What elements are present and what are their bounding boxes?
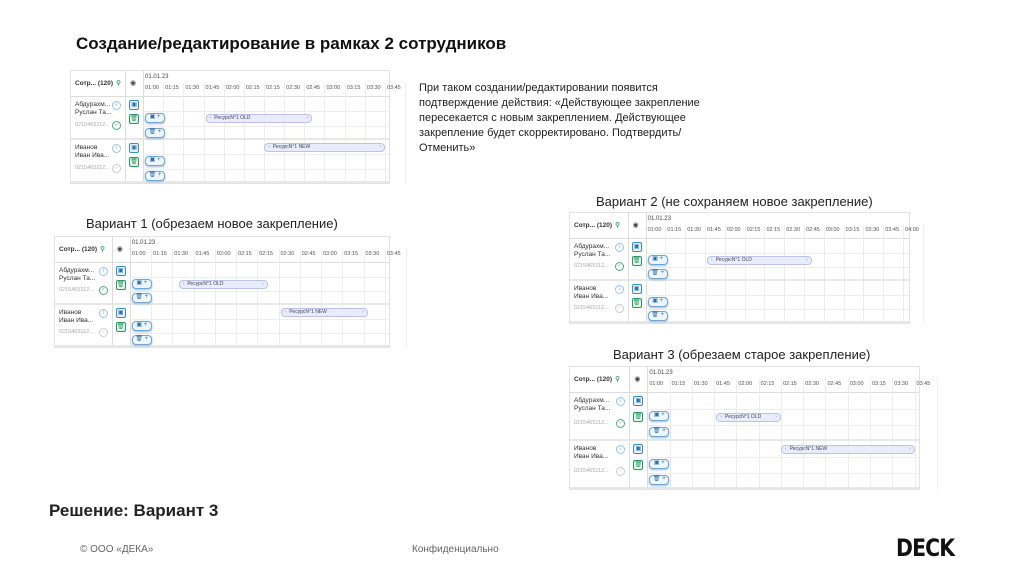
- add-resource-button[interactable]: ▣ +: [132, 321, 152, 331]
- time-label: 03:00: [323, 251, 337, 257]
- add-inventory-button[interactable]: 🗑 +: [648, 311, 668, 321]
- search-icon[interactable]: ⚲: [615, 222, 620, 229]
- resource-icon[interactable]: ▣: [116, 266, 126, 276]
- schedule-variant-2: [569, 212, 919, 324]
- chevron-left-icon[interactable]: ‹: [720, 413, 723, 420]
- grid-line: [923, 225, 924, 323]
- employee-column-header[interactable]: [574, 221, 620, 229]
- check-circle-icon[interactable]: ✓: [615, 262, 624, 271]
- resource-icon[interactable]: ▣: [633, 396, 643, 406]
- time-label: 03:15: [845, 227, 860, 233]
- employee-phone: 0215465112...: [75, 164, 110, 171]
- info-icon[interactable]: i: [616, 445, 625, 454]
- trash-icon[interactable]: 🗑: [634, 462, 643, 468]
- trash-icon[interactable]: 🗑: [130, 116, 138, 123]
- row-line: [143, 126, 389, 127]
- time-label: 02:45: [806, 227, 820, 233]
- time-label: 02:00: [738, 381, 753, 387]
- add-resource-button[interactable]: ▣ +: [145, 156, 165, 166]
- add-inventory-button[interactable]: 🗑 +: [649, 427, 669, 437]
- time-label: 01:45: [716, 381, 730, 387]
- footer-company-text: ООО «ДЕКА»: [90, 544, 154, 555]
- footer-confidential: Конфиденциально: [412, 544, 499, 555]
- time-label: 03:30: [865, 227, 880, 233]
- employee-name-line1: Иванов: [574, 285, 597, 292]
- chevron-right-icon[interactable]: ›: [379, 143, 381, 150]
- time-label: 02:00: [726, 227, 741, 233]
- employee-name-line2: Иван Ива...: [75, 152, 110, 159]
- employee-name[interactable]: [59, 309, 93, 325]
- chevron-left-icon[interactable]: ‹: [268, 143, 270, 150]
- footer-company: © ООО «ДЕКА»: [80, 544, 154, 555]
- date-label: 01.01.23: [649, 370, 673, 376]
- info-icon[interactable]: i: [112, 101, 121, 110]
- info-icon[interactable]: i: [112, 144, 121, 153]
- time-label: 01:15: [165, 85, 179, 91]
- time-label: 03:45: [386, 85, 401, 91]
- row-line: [130, 277, 389, 278]
- assignment-bar[interactable]: [707, 256, 812, 265]
- add-inventory-button[interactable]: 🗑 +: [132, 335, 152, 345]
- grid-line: [937, 379, 938, 489]
- employee-name[interactable]: [59, 267, 95, 283]
- time-label: 01:30: [687, 227, 701, 233]
- assignment-bar[interactable]: [716, 413, 781, 422]
- time-label: 01:30: [693, 381, 708, 387]
- chevron-left-icon[interactable]: ‹: [182, 280, 185, 287]
- trash-icon[interactable]: 🗑: [632, 300, 641, 306]
- time-label: 02:30: [786, 227, 800, 233]
- row-line: [130, 291, 389, 292]
- row-line: [646, 295, 909, 296]
- check-circle-icon[interactable]: ✓: [99, 328, 108, 337]
- date-label: 01.01.23: [131, 240, 156, 246]
- assignment-label: РесурсN°1 NEW: [272, 143, 311, 150]
- search-icon[interactable]: ⚲: [100, 246, 105, 253]
- schedule-variant-3: [569, 366, 931, 490]
- add-resource-button[interactable]: ▣ +: [648, 255, 668, 265]
- chevron-right-icon[interactable]: ›: [306, 115, 309, 121]
- trash-icon[interactable]: 🗑: [116, 282, 125, 288]
- employee-name-line2: Руслан Та...: [75, 109, 112, 116]
- time-label: 02:45: [301, 251, 316, 257]
- time-label: 01:00: [131, 251, 146, 257]
- time-label: 03:45: [885, 227, 900, 233]
- grid-header: [55, 237, 389, 263]
- employee-count: Сотр... (120): [59, 246, 98, 253]
- time-label: 03:00: [326, 85, 341, 91]
- time-label: 03:00: [825, 227, 840, 233]
- assignment-label: РесурсN°1 NEW: [789, 445, 828, 452]
- info-icon[interactable]: i: [615, 285, 624, 294]
- grid-line: [405, 83, 406, 183]
- employee-column-header[interactable]: [574, 375, 620, 383]
- caption-variant-1: Вариант 1 (обрезаем новое закрепление): [86, 216, 338, 231]
- time-label: 01:00: [647, 227, 662, 233]
- schedule-variant-1: [54, 236, 401, 348]
- resource-icon[interactable]: ▣: [116, 308, 126, 318]
- check-circle-icon[interactable]: ✓: [99, 286, 108, 295]
- search-icon[interactable]: ⚲: [615, 376, 620, 383]
- assignment-label: РесурсN°1 NEW: [289, 308, 327, 315]
- employee-phone: 0215465112...: [59, 329, 94, 335]
- time-label: 02:45: [306, 85, 321, 91]
- time-label: 03:30: [365, 251, 380, 257]
- time-label: 01:45: [205, 85, 220, 91]
- time-label: 03:00: [849, 381, 864, 387]
- employee-count: Сотр... (120): [75, 80, 114, 87]
- assignment-label: РесурсN°1 OLD: [214, 115, 251, 121]
- assignment-bar[interactable]: [179, 280, 268, 289]
- employee-name-line1: Абдурахм...: [574, 243, 610, 250]
- eye-icon[interactable]: ◉: [634, 376, 641, 383]
- add-inventory-button[interactable]: 🗑 +: [132, 293, 152, 303]
- employee-name-line2: Иван Ива...: [574, 453, 609, 460]
- grid-header: [570, 367, 919, 393]
- info-icon[interactable]: i: [615, 243, 624, 252]
- time-label: 03:30: [894, 381, 909, 387]
- assignment-bar[interactable]: [206, 114, 313, 123]
- time-label: 03:30: [366, 85, 381, 91]
- row-line: [130, 333, 389, 334]
- employee-phone: 0215465112...: [574, 305, 609, 311]
- check-circle-icon[interactable]: ✓: [112, 164, 121, 173]
- employee-name-line1: Абдурахм...: [59, 267, 95, 274]
- chevron-right-icon[interactable]: ›: [362, 308, 364, 315]
- time-label: 01:30: [185, 85, 200, 91]
- deck-logo: DECK: [896, 534, 955, 562]
- time-label: 01:30: [174, 251, 189, 257]
- time-label: 01:15: [153, 251, 167, 257]
- employee-name-line2: Руслан Та...: [574, 251, 611, 258]
- add-inventory-button[interactable]: 🗑 +: [649, 475, 669, 485]
- chevron-right-icon[interactable]: ›: [775, 413, 777, 420]
- resource-icon[interactable]: ▣: [632, 242, 642, 252]
- caption-variant-3: Вариант 3 (обрезаем старое закрепление): [613, 347, 871, 362]
- employee-name[interactable]: [574, 243, 610, 259]
- time-label: 02:30: [805, 381, 819, 387]
- time-label: 01:45: [707, 227, 721, 233]
- time-label: 01:15: [667, 227, 682, 233]
- add-inventory-button[interactable]: 🗑 +: [145, 171, 165, 181]
- time-label: 02:00: [216, 251, 231, 257]
- time-label: 03:15: [872, 381, 886, 387]
- time-label: 02:15: [782, 381, 797, 387]
- time-label: 02:15: [746, 227, 761, 233]
- check-circle-icon[interactable]: ✓: [616, 419, 625, 428]
- chevron-left-icon[interactable]: ‹: [711, 256, 713, 263]
- employee-column-header[interactable]: [75, 79, 121, 87]
- assignment-label: РесурсN°1 OLD: [715, 256, 752, 263]
- resource-icon[interactable]: ▣: [632, 284, 642, 294]
- resource-icon[interactable]: ▣: [633, 444, 643, 454]
- grid-header: [570, 213, 909, 239]
- row-line: [647, 409, 919, 410]
- time-label: 02:30: [286, 85, 300, 91]
- employee-phone: 0215465112...: [574, 263, 609, 269]
- time-label: 02:45: [827, 381, 842, 387]
- eye-icon[interactable]: ◉: [116, 246, 123, 253]
- employee-name-line1: Иванов: [59, 309, 82, 316]
- chevron-right-icon[interactable]: ›: [262, 280, 264, 287]
- assignment-label: РесурсN°1 OLD: [187, 280, 224, 287]
- trash-icon[interactable]: 🗑: [632, 258, 641, 264]
- row-line: [143, 111, 389, 112]
- eye-icon[interactable]: ◉: [632, 222, 639, 229]
- assignment-label: РесурсN°1 OLD: [725, 413, 762, 420]
- assignment-bar[interactable]: [264, 143, 385, 152]
- row-line: [130, 319, 389, 320]
- employee-name-line1: Абдурахм...: [75, 101, 111, 108]
- employee-name-line2: Иван Ива...: [59, 317, 94, 324]
- add-resource-button[interactable]: ▣ +: [648, 297, 668, 307]
- confirmation-note: При таком создании/редактировании появится подтверждение действия: «Действующее закрепление пересекается с новым закреплением. Действующее закрепление будет скорректировано. Подтвердить/Отменить»: [419, 82, 700, 154]
- employee-name-line1: Абдурахм...: [574, 397, 610, 404]
- trash-icon[interactable]: 🗑: [634, 414, 643, 420]
- info-icon[interactable]: i: [99, 267, 108, 276]
- solution-text: Решение: Вариант 3: [49, 501, 219, 520]
- employee-name[interactable]: [574, 397, 610, 413]
- time-label: 02:15: [266, 85, 280, 91]
- time-label: 02:15: [238, 251, 252, 257]
- info-icon[interactable]: i: [99, 309, 108, 318]
- employee-column-header[interactable]: [59, 245, 105, 253]
- employee-name-line1: Иванов: [574, 445, 597, 452]
- employee-name-line2: Руслан Та...: [574, 405, 611, 412]
- time-label: 01:00: [145, 85, 159, 91]
- add-inventory-button[interactable]: 🗑 +: [648, 269, 668, 279]
- employee-name-line2: Иван Ива...: [574, 293, 609, 300]
- employee-count: Сотр... (120): [574, 376, 613, 383]
- employee-phone: 0215465112...: [75, 121, 110, 128]
- add-resource-button[interactable]: ▣ +: [649, 411, 669, 421]
- employee-name[interactable]: [75, 101, 111, 117]
- time-label: 04:00: [905, 227, 919, 233]
- row-line: [646, 309, 909, 310]
- chevron-left-icon[interactable]: ‹: [784, 445, 787, 452]
- check-circle-icon[interactable]: ✓: [616, 467, 625, 476]
- employee-name[interactable]: [75, 144, 109, 160]
- employee-name[interactable]: [574, 285, 608, 301]
- time-label: 03:45: [386, 251, 401, 257]
- eye-icon[interactable]: ◉: [130, 80, 137, 87]
- time-label: 03:15: [346, 85, 361, 91]
- row-line: [646, 267, 909, 268]
- check-circle-icon[interactable]: ✓: [615, 304, 624, 313]
- time-label: 02:15: [766, 227, 781, 233]
- time-label: 02:15: [245, 85, 260, 91]
- date-label: 01.01.23: [145, 74, 169, 80]
- trash-icon[interactable]: 🗑: [116, 324, 125, 330]
- time-label: 02:15: [259, 251, 274, 257]
- employee-count: Сотр... (120): [574, 222, 613, 229]
- chevron-right-icon[interactable]: ›: [908, 445, 911, 452]
- employee-name-line1: Иванов: [75, 144, 98, 151]
- time-label: 01:15: [671, 381, 686, 387]
- row-line: [647, 457, 919, 458]
- add-resource-button[interactable]: ▣ +: [649, 459, 669, 469]
- check-circle-icon[interactable]: ✓: [112, 121, 121, 130]
- time-label: 02:00: [225, 85, 240, 91]
- time-label: 03:15: [344, 251, 359, 257]
- row-line: [646, 253, 909, 254]
- chevron-right-icon[interactable]: ›: [806, 256, 808, 263]
- chevron-left-icon[interactable]: ‹: [209, 115, 212, 121]
- employee-phone: 0215465112...: [574, 420, 609, 426]
- caption-variant-2: Вариант 2 (не сохраняем новое закрепление): [596, 194, 873, 209]
- employee-phone: 0215465112...: [574, 468, 609, 474]
- slide-title: Создание/редактирование в рамках 2 сотрудников: [76, 34, 507, 53]
- schedule-original: [70, 70, 401, 184]
- time-label: 02:15: [760, 381, 775, 387]
- row-line: [647, 425, 919, 426]
- employee-name[interactable]: [574, 445, 608, 461]
- add-inventory-button[interactable]: 🗑 +: [145, 128, 165, 138]
- time-label: 01:45: [195, 251, 210, 257]
- add-resource-button[interactable]: ▣ +: [145, 113, 165, 123]
- resource-icon[interactable]: ▣: [129, 100, 139, 110]
- row-line: [143, 154, 389, 155]
- search-icon[interactable]: ⚲: [116, 80, 121, 87]
- date-label: 01.01.23: [647, 216, 671, 222]
- info-icon[interactable]: i: [616, 397, 625, 406]
- assignment-bar[interactable]: [281, 308, 368, 317]
- assignment-bar[interactable]: [781, 445, 915, 454]
- trash-icon[interactable]: 🗑: [130, 159, 138, 166]
- grid-line: [406, 249, 407, 347]
- add-resource-button[interactable]: ▣ +: [132, 279, 152, 289]
- chevron-left-icon[interactable]: ‹: [284, 308, 287, 315]
- employee-phone: 0215465112...: [59, 287, 94, 293]
- row-line: [647, 473, 919, 474]
- time-label: 03:45: [916, 381, 931, 387]
- resource-icon[interactable]: ▣: [129, 143, 139, 153]
- employee-name-line2: Руслан Та...: [59, 275, 96, 282]
- row-line: [143, 169, 389, 170]
- time-label: 01:00: [649, 381, 664, 387]
- time-label: 02:30: [280, 251, 295, 257]
